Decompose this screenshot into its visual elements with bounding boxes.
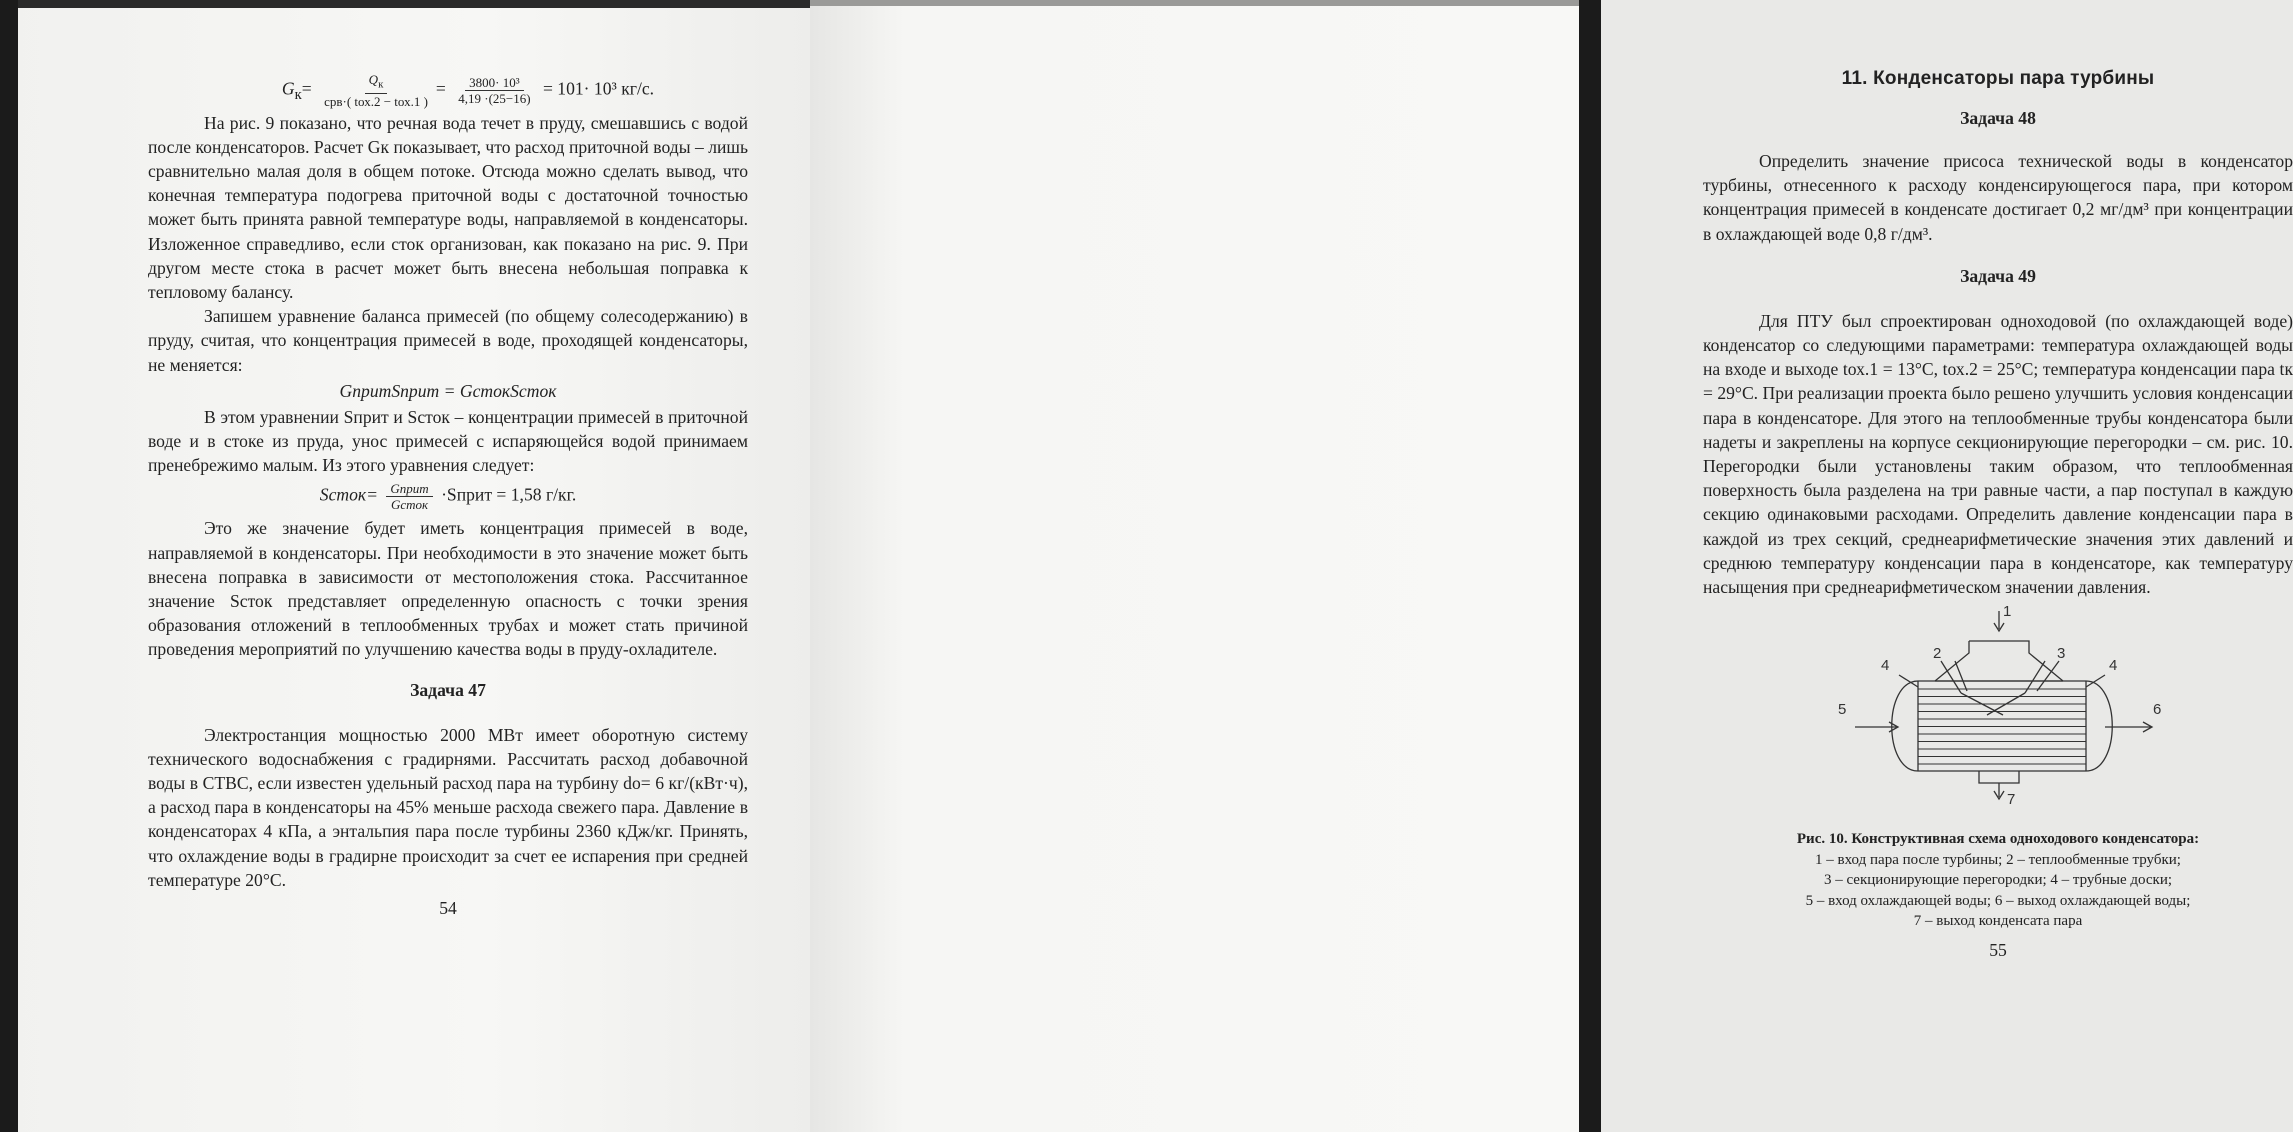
fig-label-7: 7 <box>2007 791 2016 809</box>
formula-s-rhs: ·Sприт = 1,58 г/кг. <box>441 484 577 505</box>
formula-s-den: Gсток <box>390 497 429 513</box>
task-49-text: Для ПТУ был спроектирован одноходовой (по охлаждающей воде) конденсатор со следующими параметрами: температура охлаждающей воды на входе и выходе tох.1 = 13°С, tох.2 = 25°С; температура конденсации пара tк = 29°С. При реализации проекта было решено улучшить условия конденсации пара в конденсаторе. Для этого на теплообменные трубы конденсатора были надеты и закреплены на корпусе секционирующие перегородки – см. рис. 10. Перегородки были установлены таким образом, что теплообменная поверхность была разделена на три равные части, а пар поступал в каждую секцию одинаковыми расходами. Определить давление конденсации пара в каждой из трех секций, среднеарифметические значения этих давлений и среднюю температуру конденсации пара в конденсаторе, как температуру насыщения при среднеарифметическом значении давления. <box>1703 310 2293 598</box>
frac1-den: cрв·( tох.2 − tох.1 ) <box>324 93 428 109</box>
task-47-title: Задача 47 <box>410 679 486 700</box>
scan-top-edge-right <box>810 0 1579 6</box>
paragraph-4: Это же значение будет иметь концентрация примесей в воде, направляемой в конденсаторы. При необходимости в это значение может быть внесена поправка в зависимости от местоположения стока. Рассчитанное значение Sсток представляет определенную опасность с точки зрения образования отложений в теплообменных трубах и может стать причиной проведения мероприятий по улучшению качества воды в пруду-охладителе. <box>148 518 748 660</box>
paragraph-1: На рис. 9 показано, что речная вода течет в пруду, смешавшись с водой после конденсаторов. Расчет Gк показывает, что расход приточной воды – лишь сравнительно малая доля в общем потоке. Отсюда можно сделать вывод, что конечная температура подогрева приточной воды с достаточной точностью может быть принята равной температуре воды, направляемой в конденсаторы. Изложенное справедливо, если сток организован, как показано на рис. 9. При другом месте стока в расчет может быть внесена небольшая поправка к тепловому балансу. <box>148 112 748 303</box>
right-text-column <box>1703 64 2293 961</box>
paragraph-2: Запишем уравнение баланса примесей (по общему солесодержанию) в пруду, считая, что концентрация примесей в воде, проходящей конденсаторы, не меняется: <box>148 306 748 375</box>
fig-label-6: 6 <box>2153 701 2162 719</box>
fig-label-5: 5 <box>1838 701 1847 719</box>
formula-s-lhs: Sсток= <box>319 484 378 505</box>
fig-label-4-right: 4 <box>2109 657 2118 675</box>
caption-title: Рис. 10. Конструктивная схема одноходового конденсатора: <box>1796 831 2200 848</box>
condenser-schematic-svg <box>1703 611 2293 811</box>
paragraph-3: В этом уравнении Sприт и Sсток – концентрации примесей в приточной воде и в стоке из пруда, унос примесей с испаряющейся водой принимаем пренебрежимо малым. Из этого уравнения следует: <box>148 406 748 476</box>
scan-top-edge <box>18 0 810 8</box>
task-47-text: Электростанция мощностью 2000 МВт имеет оборотную систему технического водоснабжения с градирнями. Рассчитать расход добавочной воды в СТВС, если известен удельный расход пара на турбину dо= 6 кг/(кВт·ч), а расход пара в конденсаторы на 45% меньше расхода свежего пара. Давление в конденсаторах 4 кПа, а энтальпия пара после турбины 2360 кДж/кг. Принять, что охлаждение воды в градирне происходит за счет ее испарения при средней температуре 20°С. <box>148 724 748 890</box>
frac2-num: 3800· 10³ <box>465 75 523 91</box>
fig-label-2: 2 <box>1933 645 1942 663</box>
formula-gk-frac1 <box>320 72 432 109</box>
caption-line-2: 3 – секционирующие перегородки; 4 – трубные доски; <box>1823 872 2173 889</box>
left-text-column <box>148 70 748 919</box>
formula-gk-lhs-sub: к <box>294 86 302 103</box>
chapter-title: 11. Конденсаторы пара турбины <box>1841 68 2155 89</box>
condenser-diagram <box>1703 603 2293 811</box>
right-page <box>810 0 2293 1132</box>
scan-edge-right <box>1579 0 1601 1132</box>
page-number-right: 55 <box>1989 939 2007 960</box>
page-number-left: 54 <box>439 898 457 919</box>
condensate-hotwell <box>1979 771 2019 783</box>
figure-caption <box>1703 829 2293 932</box>
task-49-title: Задача 49 <box>1960 265 2036 286</box>
formula-s-num: Gприт <box>386 481 432 497</box>
formula-gk: $G_к=$ $\frac{Q_к}{\text{cрв·( tох.2 − tох.1 )}}$ = $\frac{\text{3800· 10³}}{4,19 \cdot(25-16)}$ = 101· 10³ кг/с. <box>281 72 655 109</box>
formula-s-stok <box>148 481 748 512</box>
outlet-water-box <box>2086 681 2112 771</box>
formula-gk-frac2 <box>454 75 534 106</box>
formula-balance: GпритSприт = GстокSсток <box>339 380 557 401</box>
frac1-num: Q <box>368 72 379 87</box>
left-page <box>0 0 810 1132</box>
fig-label-3: 3 <box>2057 645 2066 663</box>
task-48-title: Задача 48 <box>1960 108 2036 128</box>
fig-label-4-left: 4 <box>1881 657 1890 675</box>
steam-dome <box>1935 641 2066 681</box>
heat-exchange-tubes <box>1918 689 2086 764</box>
task-48-text: Определить значение присоса технической воды в конденсатор турбины, отнесенного к расходу конденсирующегося пара, при котором концентрация примесей в конденсате достигает 0,2 мг/дм³ при концентрации в охлаждающей воде 0,8 г/дм³. <box>1703 151 2293 244</box>
fig-label-1: 1 <box>2003 603 2012 621</box>
formula-gk-result: = 101· 10³ кг/с. <box>542 78 655 99</box>
caption-line-1: 1 – вход пара после турбины; 2 – теплообменные трубки; <box>1815 851 2181 868</box>
caption-line-4: 7 – выход конденсата пара <box>1913 913 2083 930</box>
caption-line-3: 5 – вход охлаждающей воды; 6 – выход охлаждающей воды; <box>1805 892 2191 909</box>
scan-edge-left <box>0 0 18 1132</box>
leader-lines-2-3 <box>1941 661 2059 693</box>
formula-gk-lhs: G <box>281 78 295 99</box>
frac1-num-sub: к <box>378 78 384 91</box>
formula-s-frac <box>386 481 432 512</box>
frac2-den: 4,19 ·(25−16) <box>458 90 531 106</box>
